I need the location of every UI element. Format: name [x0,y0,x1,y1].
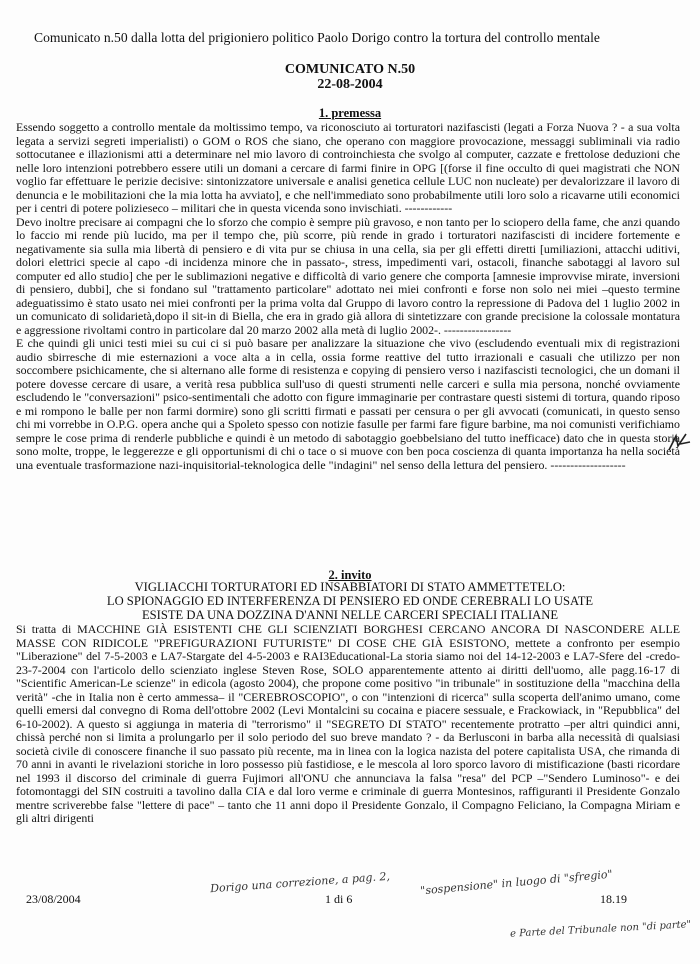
footer-page-number: 1 di 6 [325,892,353,906]
paragraph: Devo inoltre precisare ai compagni che lo sforzo che compio è sempre più gravoso, e non tanto per lo sciopero della fame, che anzi quando lo faccio mi rende più lucido, ma per il tempo che, più scorre, più rende in grado i torturatori nazifascisti di incidere fortemente e negativamente sia sulla mia libertà di pensiero e di vita pur se chiusa in una cella, sia per gli effetti diretti [umiliazioni, attacchi uditivi, dolori elettrici specie al capo -di incidenza minore che in passato-, stress, impedimenti vari, ostacoli, finanche sabotaggi al lavoro sul computer ed allo studio] che per le sublimazioni negative e difficoltà di vario genere che comporta [amnesie improvvise mirate, inversioni di pensiero, dubbi], che si fondano sul "trattamento particolare" adottato nei miei confronti e forse non solo nei miei –questo termine adeguatissimo è stato usato nei miei confronti per la prima volta dal Gruppo di lavoro contro la repressione di Padova del 1 luglio 2002 in un comunicato di solidarietà,dopo il sit-in di Biella, che era in grado già allora di sintetizzare con grande precisione la colossale montatura e aggressione rivoltami contro in particolare dal 20 marzo 2002 alla metà di luglio 2002-. ----------------- [16,214,680,337]
paragraph: Essendo soggetto a controllo mentale da moltissimo tempo, va riconosciuto ai torturatori nazifascisti (legati a Forza Nuova ? - a sua volta legata a servizi segreti imperialisti) o GOM o ROS che siano, che operano con maggiore provocazione, messaggi subliminali via radio sottocutanee e illazionismi atti a determinare nel mio lavoro di controinchiesta che svolgo al computer, cazzate e frettolose deduzioni che nelle loro intenzioni potrebbero essere utili un domani a cercare di farmi finire in OPG [(forse il fine occulto di quei magistrati che NON voglio far effettuare le perizie decisive: sintonizzatore universale e analisi genetica cellule LUC non nucleate) per devalorizzare il lavoro di denuncia e le mobilitazioni che la mia lotta ha avviato], e che nell'immediato sono probabilmente utili loro solo a ricavarne utili economici per i centri di potere polizieseco – militari che in questa vicenda sono invischiati. ------------ [16,121,680,215]
footer-date: 23/08/2004 [26,892,81,906]
paragraph: Si tratta di MACCHINE GIÀ ESISTENTI CHE GLI SCIENZIATI BORGHESI CERCANO ANCORA DI NASCONDERE ALLE MASSE CON RIDICOLE "PREFIGURAZIONI FUTURISTE" DI COSE CHE GIÀ ESISTONO, mettete a confronto per esempio "Liberazione" del 7-5-2003 e LA7-Stargate del 4-5-2003 e RAI3Educational-La storia siamo noi del 14-12-2003 e LA7-Sfere del -credo- 23-7-2004 con l'articolo dello scienziato inglese Steven Rose, SOLO apparentemente attento ai diritti dell'uomo, alle pagg.16-17 di "Scientific American-Le scienze" in edicola (agosto 2004), che propone come positivo "in tribunale" in sostituzione della "macchina della verità" -che in Italia non è certo ammessa– il "CEREBROSCOPIO", o con "intenzioni di ricerca" sulla scoperta dell'animo umano, come quelli emersi dal convegno di Roma dell'ottobre 2002 (Levi Montalcini su cocaina e piacere sessuale, e Frackowiack, in "Repubblica" del 6-10-2002). A questo si aggiunga in materia di "terrorismo" il "SEGRETO DI STATO" recentemente protratto –per altri quindici anni, chissà perché non si limita a prolungarlo per il solo periodo del suo breve mandato ? - da Berlusconi in barba alla necessità di qualsiasi società civile di conoscere finanche il suo passato più recente, ma in linea con la logica nazista del potere capitalista USA, che rimanda di 70 anni in avanti le rivelazioni storiche in loro possesso più fastidiose, e le mescola al loro sporco lavoro di mistificazione (basti ricordare nel 1993 il discorso del criminale di guerra Fujimori all'ONU che annunciava la falsa "resa" del PCP –"Sendero Luminoso"- e dei fotomontaggi del SIN costruiti a tavolino dalla CIA e dal loro verme e criminale di guerra Montesinos, raffiguranti il Presidente Gonzalo mentre scriverebbe false "lettere di pace" – tanto che 11 anni dopo il Presidente Gonzalo, il Compagno Feliciano, la Compagna Miriam e gli altri dirigenti [16,623,680,825]
document-title: COMUNICATO N.50 [284,62,416,77]
handwritten-note: "sospensione" in luogo di "sfregio" [419,867,614,898]
invite-line: ESISTE DA UNA DOZZINA D'ANNI NELLE CARCERI SPECIALI ITALIANE [141,608,559,622]
document-date: 22-08-2004 [317,77,383,92]
section-heading-invito: 2. invito [328,568,372,582]
section-heading-premessa: 1. premessa [318,106,382,120]
section-invito-body [16,623,680,859]
handwritten-note: e Parte del Tribunale non "di parte" [509,919,692,940]
handwritten-note: Dorigo una correzione, a pag. 2, [209,869,391,896]
handwritten-mark-icon [666,430,694,456]
section-premessa-body [16,121,680,563]
invite-line: VIGLIACCHI TORTURATORI ED INSABBIATORI DI STATO AMMETTETELO: [134,580,566,594]
document-header: Comunicato n.50 dalla lotta del prigioniero politico Paolo Dorigo contro la tortura del controllo mentale [34,30,600,45]
paragraph: E che quindi gli unici testi miei su cui ci si può basare per analizzare la situazione che vivo (escludendo eventuali mix di registrazioni audio sbirresche di mie esternazioni a voce alta a in cella, ossia forme reattive del tutto irrazionali e casuali che utilizzo per non soccombere psichicamente, che si alternano alle forme di resistenza e copying di pensiero verso i nazifascisti tecnologici, che un domani il potere dovesse cercare di usare, a verità resa pubblica sull'uso di questi strumenti nelle carceri e sulla mia persona, nonché ovviamente escludendo le "conversazioni" psico-sentimentali che adotto con figure immaginarie per contrastare questi sistemi di tortura, quando riposo e mi rompono le balle per non farmi dormire) sono gli scritti firmati e passati per censura o per gli avvocati (comunicati, in questo senso chi mi vorrebbe in O.P.G. opera anche qui a Spoleto spesso con notizie fasulle per farmi fare figure barbine, ma noi comunisti verifichiamo sempre le cose prima di renderle pubbliche e quindi è un metodo di sabotaggio goebbelsiano del tutto inefficace) dato che in questa storia sono molte, troppe, le leggerezze e gli opportunismi di chi o tace o si muove con ben poca coscienza di quanta importanza ha nella società una eventuale trasformazione nazi-inquisitorial-teknologica delle "indagini" nel senso della lettura del pensiero. ------------------- [16,336,680,472]
footer-time: 18.19 [600,892,627,906]
invite-line: LO SPIONAGGIO ED INTERFERENZA DI PENSIERO ED ONDE CEREBRALI LO USATE [106,594,594,608]
